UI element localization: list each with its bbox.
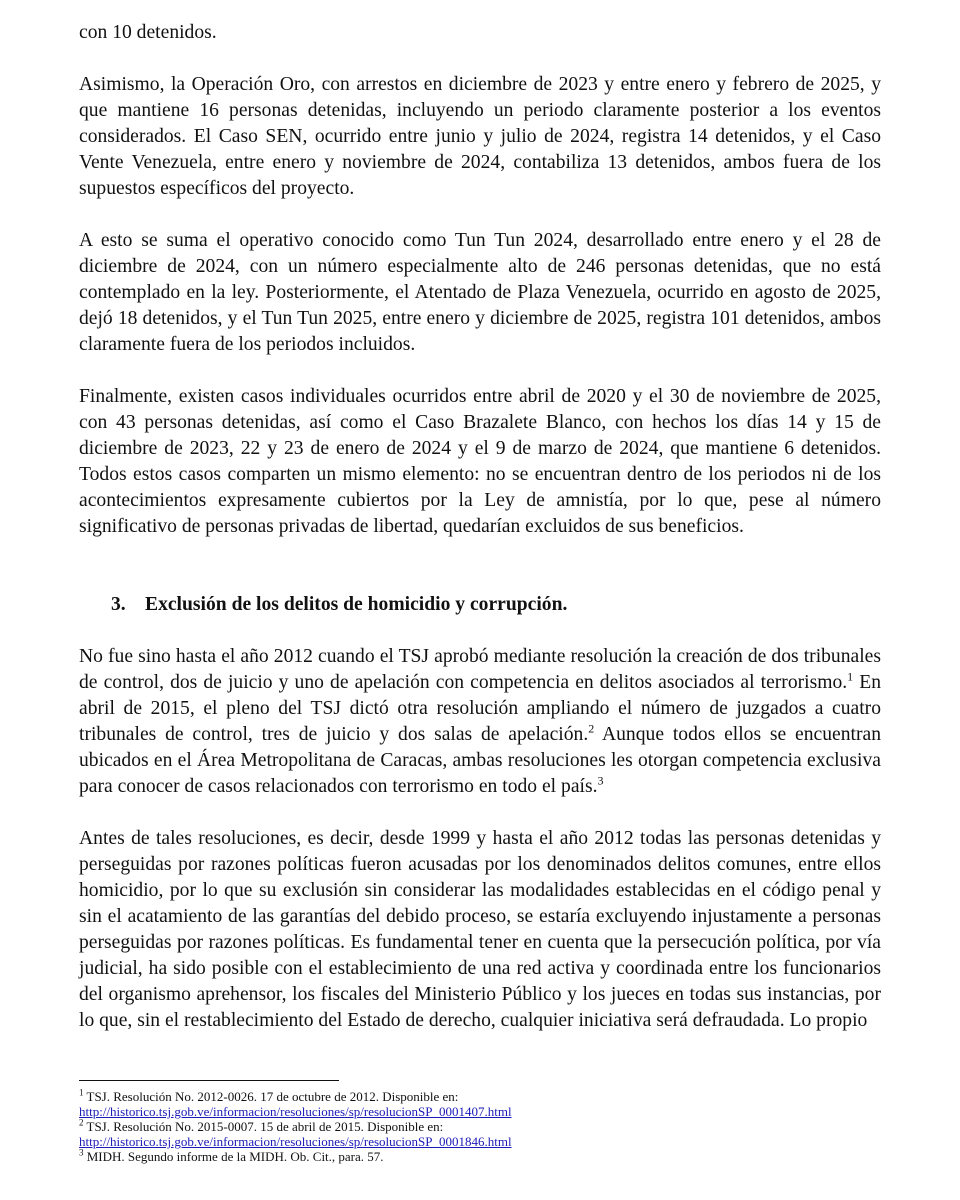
- footnote-text: TSJ. Resolución No. 2012-0026. 17 de octubre de 2012. Disponible en:: [83, 1089, 459, 1104]
- footnote-text: MIDH. Segundo informe de la MIDH. Ob. Cit., para. 57.: [83, 1149, 384, 1164]
- footnote-2: [79, 1119, 881, 1134]
- footnote-ref-2[interactable]: 2: [588, 721, 595, 736]
- footnote-text: TSJ. Resolución No. 2015-0007. 15 de abril de 2015. Disponible en:: [83, 1119, 444, 1134]
- paragraph-text: En abril de 2015, el pleno del TSJ dictó otra resolución ampliando el número de juzgados a cuatro tribunales de control, tres de juicio y dos salas de apelación.: [79, 672, 881, 745]
- paragraph-text: No fue sino hasta el año 2012 cuando el TSJ aprobó mediante resolución la creación de dos tribunales de control, dos de juicio y uno de apelación con competencia en delitos asociados al terrorismo.: [79, 646, 881, 693]
- footnotes: [79, 1080, 881, 1164]
- footnote-marker: 1: [79, 1087, 84, 1098]
- footnote-marker: 2: [79, 1117, 84, 1128]
- paragraph-operacion-oro: Asimismo, la Operación Oro, con arrestos en diciembre de 2023 y entre enero y febrero de 2025, y que mantiene 16 personas detenidas, incluyendo un periodo claramente posterior a los eventos considerados. El Caso SEN, ocurrido entre junio y julio de 2024, registra 14 detenidos, y el Caso Vente Venezuela, entre enero y noviembre de 2024, contabiliza 13 detenidos, ambos fuera de los supuestos específicos del proyecto.: [79, 74, 881, 199]
- section-heading: [79, 592, 881, 618]
- section-number: 3.: [111, 594, 126, 615]
- footnote-ref-1[interactable]: 1: [847, 669, 854, 684]
- paragraph-gap: [79, 618, 881, 644]
- paragraph-tun-tun: A esto se suma el operativo conocido como Tun Tun 2024, desarrollado entre enero y el 28 de diciembre de 2024, con un número especialmente alto de 246 personas detenidas, que no está contemplado en la ley. Posteriormente, el Atentado de Plaza Venezuela, ocurrido en agosto de 2025, dejó 18 detenidos, y el Tun Tun 2025, entre enero y diciembre de 2025, registra 101 detenidos, ambos claramente fuera de los periodos incluidos.: [79, 230, 881, 355]
- paragraph-text: Aunque todos ellos se encuentran ubicados en el Área Metropolitana de Caracas, ambas resoluciones les otorgan competencia exclusiva para conocer de casos relacionados con terrorismo en todo el país.: [79, 724, 881, 797]
- paragraph-gap: [79, 202, 881, 228]
- paragraph-gap: [79, 540, 881, 566]
- paragraph-gap: [79, 800, 881, 826]
- paragraph-gap: [79, 46, 881, 72]
- footnote-1-link[interactable]: http://historico.tsj.gob.ve/informacion/resoluciones/sp/resolucionSP_0001407.html: [79, 1104, 512, 1119]
- footnote-2-link[interactable]: http://historico.tsj.gob.ve/informacion/resoluciones/sp/resolucionSP_0001846.html: [79, 1134, 512, 1149]
- section-title: Exclusión de los delitos de homicidio y corrupción.: [145, 594, 568, 615]
- footnote-1-link-line: [79, 1104, 881, 1119]
- paragraph-casos-individuales: Finalmente, existen casos individuales ocurridos entre abril de 2020 y el 30 de noviembre de 2025, con 43 personas detenidas, así como el Caso Brazalete Blanco, con hechos los días 14 y 15 de diciembre de 2023, 22 y 23 de enero de 2024 y el 9 de marzo de 2024, que mantiene 6 detenidos. Todos estos casos comparten un mismo elemento: no se encuentran dentro de los periodos ni de los acontecimientos expresamente cubiertos por la Ley de amnistía, por lo que, pese al número significativo de personas privadas de libertad, quedarían excluidos de sus beneficios.: [79, 386, 881, 537]
- paragraph-antes-de-tales: Antes de tales resoluciones, es decir, desde 1999 y hasta el año 2012 todas las personas detenidas y perseguidas por razones políticas fueron acusadas por los denominados delitos comunes, entre ellos homicidio, por lo que su exclusión sin considerar las modalidades establecidas en el código penal y sin el acatamiento de las garantías del debido proceso, se estaría excluyendo injustamente a personas perseguidas por razones políticas. Es fundamental tener en cuenta que la persecución política, por vía judicial, ha sido posible con el establecimiento de una red activa y coordinada entre los funcionarios del organismo aprehensor, los fiscales del Ministerio Público y los jueces en todas sus instancias, por lo que, sin el restablecimiento del Estado de derecho, cualquier iniciativa será defraudada. Lo propio: [79, 828, 881, 1031]
- footnote-divider: [79, 1080, 339, 1081]
- paragraph-gap: [79, 566, 881, 592]
- footnote-2-link-line: [79, 1134, 881, 1149]
- footnote-ref-3[interactable]: 3: [597, 773, 604, 788]
- document-page: [79, 20, 881, 1034]
- paragraph-continuation: con 10 detenidos.: [79, 22, 217, 43]
- footnote-marker: 3: [79, 1147, 84, 1158]
- footnote-1: [79, 1089, 881, 1104]
- footnote-3: [79, 1149, 881, 1164]
- paragraph-tsj-resoluciones: [79, 644, 881, 800]
- paragraph-gap: [79, 358, 881, 384]
